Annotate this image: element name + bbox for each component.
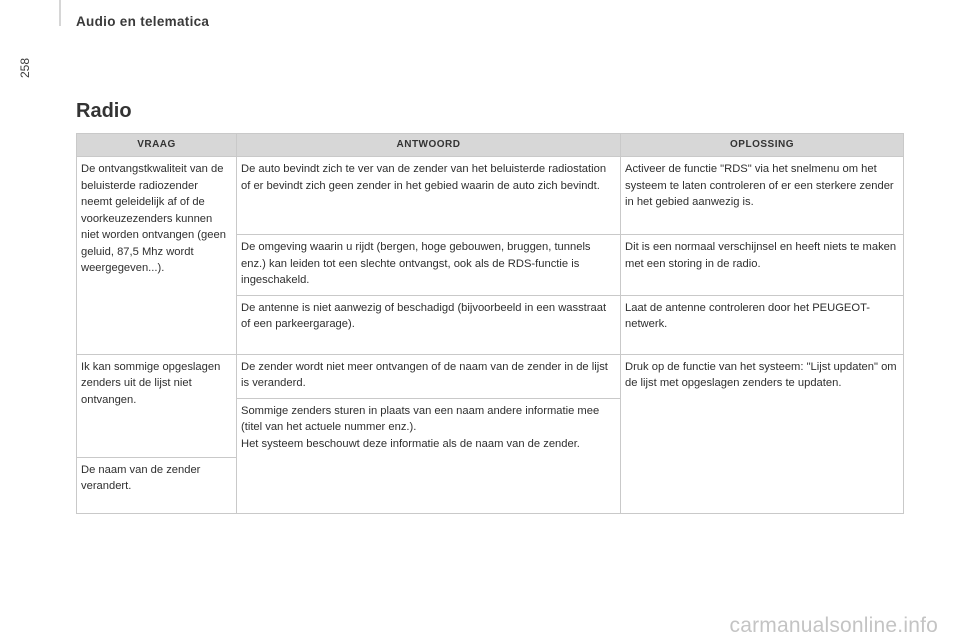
table-header-row xyxy=(77,134,904,157)
watermark-text: carmanualsonline.info xyxy=(729,614,938,637)
answer-cell xyxy=(237,398,621,513)
answer-cell: De antenne is niet aanwezig of beschadigd (bijvoorbeeld in een wasstraat of een parkeergarage). xyxy=(237,295,621,354)
page-number: 258 xyxy=(18,57,32,78)
question-cell: De ontvangstkwaliteit van de beluisterde radiozender neemt geleidelijk af of de voorkeuzezenders kunnen niet worden ontvangen (geen geluid, 87,5 Mhz wordt weergegeven...). xyxy=(77,157,237,355)
answer-cell: De omgeving waarin u rijdt (bergen, hoge gebouwen, bruggen, tunnels enz.) kan leiden tot een slechte ontvangst, ook als de RDS-functie is ingeschakeld. xyxy=(237,235,621,296)
chapter-title: Audio en telematica xyxy=(76,14,210,29)
answer-cell: De zender wordt niet meer ontvangen of de naam van de zender in de lijst is veranderd. xyxy=(237,354,621,398)
table-row xyxy=(77,157,904,235)
section-title: Radio xyxy=(76,100,132,122)
header-rule xyxy=(59,0,61,26)
answer-cell: De auto bevindt zich te ver van de zender van het beluisterde radiostation of er bevindt zich geen zender in het gebied waarin de auto zich bevindt. xyxy=(237,157,621,235)
answer-text: Sommige zenders sturen in plaats van een naam andere informatie mee (titel van het actuele nummer enz.). xyxy=(241,404,600,433)
solution-cell: Druk op de functie van het systeem: "Lijst updaten" om de lijst met opgeslagen zenders te updaten. xyxy=(621,354,904,513)
answer-text: Het systeem beschouwt deze informatie als de naam van de zender. xyxy=(241,437,580,450)
solution-cell: Activeer de functie "RDS" via het snelmenu om het systeem te laten controleren of er een sterkere zender in het gebied aanwezig is. xyxy=(621,157,904,235)
question-cell: Ik kan sommige opgeslagen zenders uit de lijst niet ontvangen. xyxy=(77,354,237,457)
question-cell: De naam van de zender verandert. xyxy=(77,457,237,513)
table-row xyxy=(77,354,904,398)
column-header-solution: OPLOSSING xyxy=(621,134,904,157)
column-header-question: VRAAG xyxy=(77,134,237,157)
solution-cell: Dit is een normaal verschijnsel en heeft niets te maken met een storing in de radio. xyxy=(621,235,904,296)
column-header-answer: ANTWOORD xyxy=(237,134,621,157)
faq-table xyxy=(76,133,904,514)
solution-cell: Laat de antenne controleren door het PEUGEOT-netwerk. xyxy=(621,295,904,354)
